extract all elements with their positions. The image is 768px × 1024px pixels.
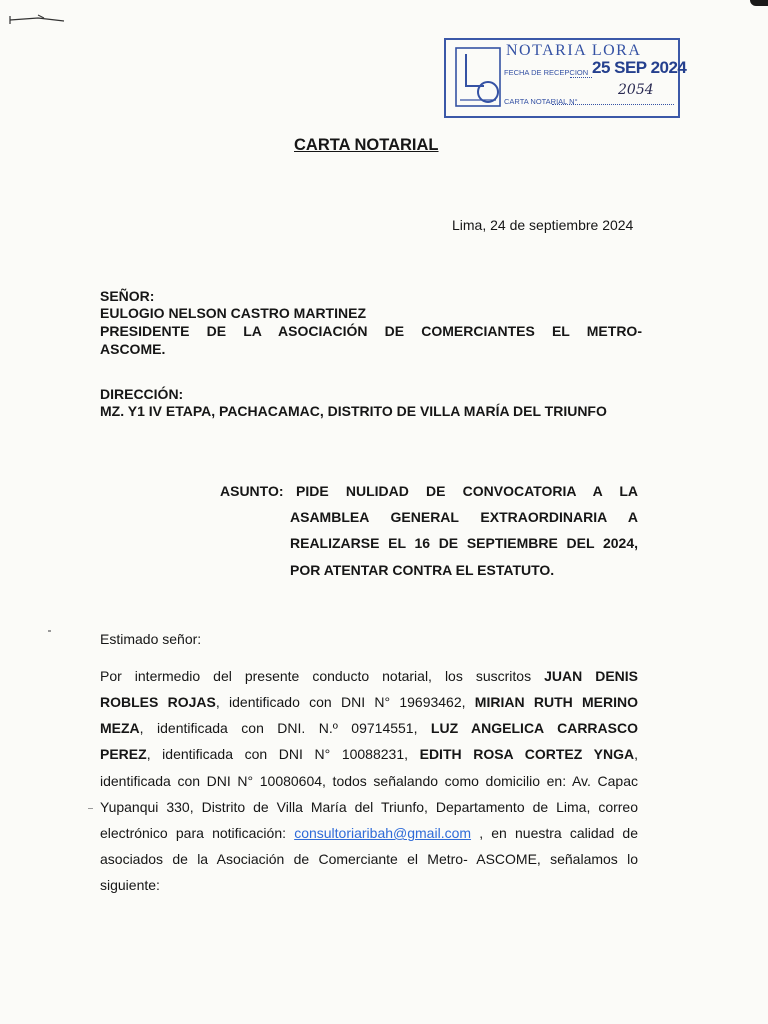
signatory-name: LUZ ANGELICA CARRASCO bbox=[430, 720, 638, 736]
body-line: identificada con DNI N° 10080604, todos señalando como domicilio en: Av. Capac bbox=[100, 773, 638, 789]
notary-reception-stamp bbox=[444, 38, 687, 118]
address-value: MZ. Y1 IV ETAPA, PACHACAMAC, DISTRITO DE VILLA MARÍA DEL TRIUNFO bbox=[100, 403, 607, 419]
body-line: asociados de la Asociación de Comerciante el Metro- ASCOME, señalamos lo bbox=[100, 851, 638, 867]
body-text: , identificado con DNI N° 19693462, bbox=[215, 694, 475, 710]
body-text: Por intermedio del presente conducto notarial, los suscritos bbox=[100, 668, 545, 684]
body-text: , identificada con DNI. N.º 09714551, bbox=[139, 720, 431, 736]
stamp-carta-number: 2054 bbox=[618, 82, 654, 98]
body-line bbox=[100, 694, 638, 710]
signatory-name: EDITH ROSA CORTEZ YNGA bbox=[419, 746, 635, 762]
greeting: Estimado señor: bbox=[100, 631, 202, 647]
scan-speck bbox=[88, 808, 93, 809]
signatory-name: JUAN DENIS bbox=[544, 668, 638, 684]
recipient-role-line: ASCOME. bbox=[100, 341, 166, 357]
email-link[interactable]: consultoriaribah@gmail.com bbox=[294, 825, 472, 841]
stamp-dotted-line bbox=[552, 104, 674, 105]
subject-line: PIDE NULIDAD DE CONVOCATORIA A LA bbox=[296, 483, 638, 499]
stamp-dotted-line bbox=[570, 77, 592, 78]
signatory-name: MEZA bbox=[100, 720, 140, 736]
body-text: , bbox=[634, 746, 638, 762]
body-line bbox=[100, 825, 638, 841]
recipient-name: EULOGIO NELSON CASTRO MARTINEZ bbox=[100, 305, 366, 321]
subject-line: REALIZARSE EL 16 DE SEPTIEMBRE DEL 2024, bbox=[290, 535, 638, 551]
body-line bbox=[100, 746, 638, 762]
recipient-heading: SEÑOR: bbox=[100, 288, 155, 304]
subject-label: ASUNTO: bbox=[220, 483, 284, 499]
scan-edge-shadow bbox=[750, 0, 768, 6]
notary-logo-icon bbox=[454, 46, 502, 108]
document-title: CARTA NOTARIAL bbox=[294, 136, 439, 154]
corner-scribble-mark bbox=[8, 12, 68, 26]
subject-line: POR ATENTAR CONTRA EL ESTATUTO. bbox=[290, 562, 555, 578]
signatory-name: ROBLES ROJAS bbox=[100, 694, 216, 710]
body-line: Yupanqui 330, Distrito de Villa María del Triunfo, Departamento de Lima, correo bbox=[100, 799, 638, 815]
date-line: Lima, 24 de septiembre 2024 bbox=[452, 217, 634, 233]
subject-line: ASAMBLEA GENERAL EXTRAORDINARIA A bbox=[290, 509, 638, 525]
address-heading: DIRECCIÓN: bbox=[100, 386, 184, 402]
body-line: siguiente: bbox=[100, 877, 160, 893]
stamp-reception-label: FECHA DE RECEPCION bbox=[504, 68, 589, 77]
body-text: , en nuestra calidad de bbox=[471, 825, 639, 841]
stamp-reception-date: 25 SEP 2024 bbox=[592, 58, 687, 77]
recipient-role-line: PRESIDENTE DE LA ASOCIACIÓN DE COMERCIANTES EL METRO- bbox=[100, 323, 642, 339]
body-line bbox=[100, 668, 638, 684]
signatory-name: MIRIAN RUTH MERINO bbox=[474, 694, 639, 710]
stamp-carta-label: CARTA NOTARIAL N° bbox=[504, 97, 578, 106]
body-text: , identificada con DNI N° 10088231, bbox=[146, 746, 420, 762]
stamp-notary-name: NOTARIA LORA bbox=[506, 42, 642, 59]
body-text: electrónico para notificación: bbox=[100, 825, 295, 841]
scan-speck bbox=[48, 630, 51, 632]
body-line bbox=[100, 720, 638, 736]
signatory-name: PEREZ bbox=[100, 746, 147, 762]
